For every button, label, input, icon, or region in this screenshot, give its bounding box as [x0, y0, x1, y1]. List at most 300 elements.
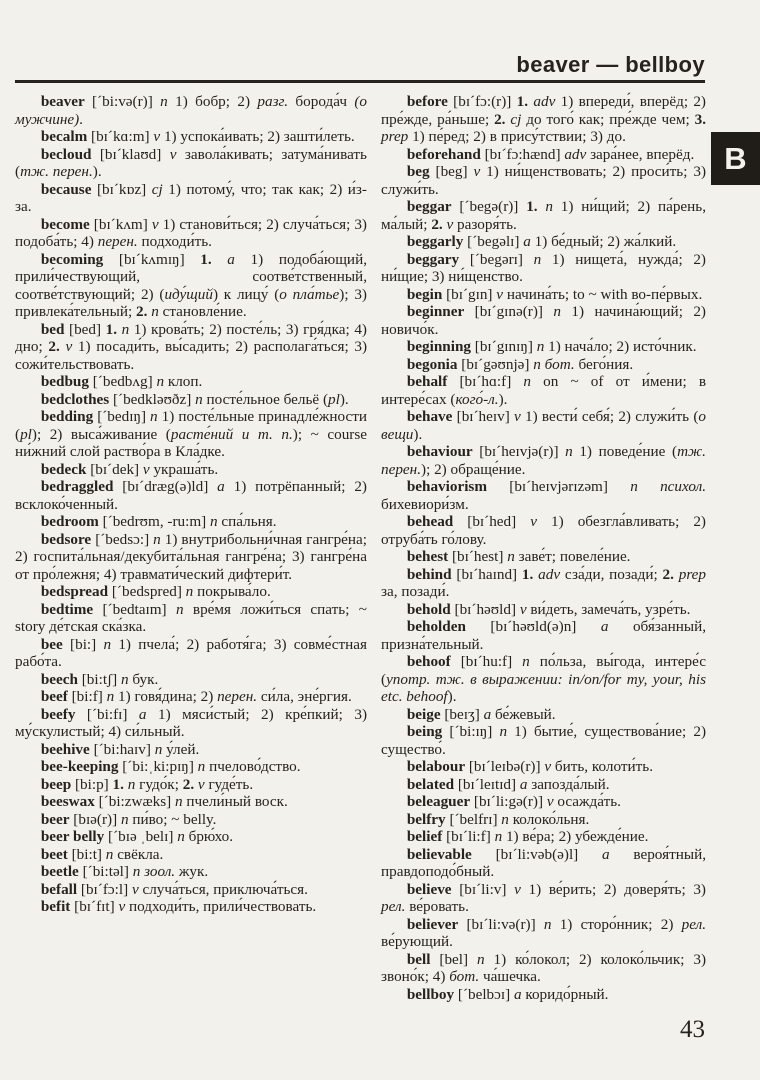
headword: beer: [40, 810, 70, 828]
entry-text: [beɪʒ]: [440, 705, 484, 723]
entry-text: о вещи: [381, 408, 706, 443]
entry-text: n: [533, 250, 542, 268]
entry-text: [´bedbʌg]: [88, 373, 157, 390]
headword: becloud: [40, 145, 92, 163]
entry-text: [bɪ´kɑ:m]: [87, 128, 154, 145]
entry-text: [bɪ´kʌmɪŋ]: [103, 250, 201, 268]
entry-text: v: [153, 128, 161, 145]
entry-text: жук.: [175, 863, 209, 880]
entry-text: расте́ний и т. п.: [170, 425, 293, 443]
dictionary-entry: [381, 723, 706, 758]
headword: beholden: [406, 618, 466, 635]
entry-text: пчелово́дство.: [205, 758, 301, 775]
dictionary-entry: [381, 233, 706, 251]
entry-text: [bi:t]: [67, 845, 106, 863]
entry-text: ); 2) обраще́ние.: [421, 460, 526, 478]
entry-text: a: [513, 985, 522, 1003]
entry-text: борода́ч: [288, 93, 355, 110]
page-number: 43: [680, 1016, 705, 1043]
section-tab-b: [711, 132, 760, 185]
entry-text: [bi:]: [62, 635, 104, 653]
entry-text: pl: [328, 390, 340, 408]
entry-text: n: [499, 723, 508, 740]
entry-text: [bɪ´kɒz]: [91, 180, 152, 198]
headword: beech: [40, 670, 78, 688]
entry-text: n: [507, 548, 515, 565]
dictionary-entry: [381, 356, 706, 374]
entry-text: 1) ко́локол; 2) колоко́льчик; 3) звоно́к; 4): [381, 950, 706, 985]
entry-text: prep: [678, 565, 707, 583]
headword: bedding: [40, 408, 94, 425]
entry-text: 1) нача́ло; 2) исто́чник.: [544, 338, 697, 355]
headword: beggary: [406, 250, 460, 268]
entry-text: n: [543, 915, 552, 933]
entry-text: [bɪ´leɪtɪd]: [454, 775, 520, 793]
entry-text: кого́-л.: [455, 390, 499, 408]
entry-text: ).: [447, 688, 457, 705]
entry-text: 1) говя́дина; 2): [114, 688, 218, 705]
entry-text: коридо́рный.: [521, 985, 609, 1003]
headword: bedroom: [40, 513, 99, 530]
headword: becalm: [40, 128, 88, 145]
dictionary-entry: [381, 93, 706, 146]
entry-text: n: [120, 670, 129, 688]
headword: beggarly: [406, 233, 464, 250]
entry-text: 1) станови́ться; 2) случа́ться; 3) подоба́ть; 4): [15, 215, 367, 250]
entry-text: покрыва́ло.: [193, 583, 271, 600]
entry-text: [bɪ´dræg(ə)ld]: [113, 478, 218, 495]
dictionary-entry: [15, 478, 367, 513]
entry-text: [´bedkləʊðz]: [109, 390, 196, 408]
entry-text: подходи́ть, прили́чествовать.: [125, 898, 317, 915]
entry-text: [bel]: [430, 950, 477, 968]
entry-text: посте́льное бельё (: [202, 390, 329, 408]
entry-text: [212, 251, 228, 268]
entry-text: 2.: [136, 303, 148, 320]
entry-text: n: [210, 513, 218, 530]
entry-text: зара́нее, вперёд.: [586, 145, 695, 163]
entry-text: [bɪ´klaʊd]: [91, 145, 170, 163]
dictionary-entry: [15, 251, 367, 321]
entry-text: случа́ться, приключа́ться.: [138, 880, 308, 898]
entry-text: 1) бобр; 2): [167, 93, 258, 110]
section-letter: B: [724, 140, 747, 176]
entry-text: n: [120, 810, 129, 828]
entry-text: о пла́тье: [279, 285, 340, 303]
entry-text: [bɪ´hest]: [448, 548, 508, 565]
headword: beforehand: [406, 145, 481, 163]
dictionary-entry: [381, 706, 706, 724]
headword: bedclothes: [40, 390, 110, 408]
entry-text: a: [600, 618, 609, 635]
entry-text: 1) посади́ть, вы́садить; 2) располага́ться; 3) сожи́тельствовать.: [15, 338, 368, 373]
headword: bedtime: [40, 600, 94, 618]
entry-text: n: [175, 600, 184, 618]
entry-text: 1) сторо́нник; 2): [551, 915, 682, 933]
entry-text: v: [131, 880, 139, 898]
entry-text: [bɪ´həʊld(ə)n]: [465, 618, 601, 635]
entry-text: ) к лицу́ (: [212, 285, 280, 303]
dictionary-entry: [381, 163, 706, 198]
entry-text: a: [217, 478, 225, 495]
entry-text: 1) успока́ивать; 2) зашти́леть.: [160, 128, 355, 145]
dictionary-entry: [15, 863, 367, 881]
entry-text: 1.: [521, 565, 534, 583]
entry-text: ); ~ course ни́жний слой раство́ра в Кла́дке.: [15, 425, 368, 460]
entry-text: n: [565, 443, 573, 460]
entry-text: [´bi:ˌki:pɪŋ]: [118, 758, 198, 775]
dictionary-entry: [15, 881, 367, 899]
entry-text: v: [544, 758, 552, 775]
entry-text: [´bedspred]: [108, 583, 186, 600]
entry-text: [bɪ´dek]: [86, 460, 143, 478]
entry-text: ).: [92, 163, 102, 180]
entry-text: v: [514, 408, 521, 425]
entry-text: [bɪ´hɑ:f]: [447, 373, 524, 390]
headword: behead: [406, 513, 454, 530]
entry-text: пи́во; ~ belly.: [128, 810, 217, 828]
entry-text: n психол.: [630, 478, 706, 495]
entry-text: [´bedsɔ:]: [91, 530, 154, 548]
entry-text: употр. тж. в выражении: in/on/for my, your, his etc. behoof: [381, 670, 706, 705]
entry-text: v: [519, 600, 527, 618]
dictionary-entry: [15, 583, 367, 601]
headword: beefy: [40, 705, 76, 723]
entry-text: [bɪ´gəʊnjə]: [457, 355, 534, 373]
entry-text: [bɪ´fɔ:(r)]: [447, 93, 517, 110]
headword: bee-keeping: [40, 758, 119, 775]
entry-text: ви́деть, замеча́ть, узре́ть.: [526, 600, 691, 618]
entry-text: n зоол.: [132, 863, 176, 880]
entry-text: обя́занный, призна́тельный.: [381, 618, 706, 653]
entry-text: [bɪ´hu:f]: [450, 653, 523, 670]
entry-text: a: [227, 250, 235, 268]
entry-text: [´bedɪŋ]: [93, 408, 151, 425]
entry-text: [´bi:ɪŋ]: [442, 723, 500, 740]
entry-text: 1.: [526, 198, 538, 215]
entry-text: 1) потому́, что; так как; 2) и́з-за.: [15, 180, 367, 215]
entry-text: n: [185, 583, 194, 600]
dictionary-entry: [15, 531, 367, 584]
headword: behoof: [406, 653, 451, 670]
entry-text: бить, колоти́ть.: [551, 758, 654, 775]
entry-text: [bɪ´li:f]: [442, 828, 495, 845]
entry-text: свёкла.: [113, 845, 164, 863]
entry-text: [bed]: [64, 320, 106, 338]
headword: beaver: [40, 93, 85, 110]
entry-text: 2.: [48, 338, 60, 355]
headword: behind: [406, 565, 452, 583]
headword: beehive: [40, 740, 90, 758]
headword: beef: [40, 688, 68, 705]
dictionary-entry: [15, 93, 367, 128]
entry-text: [bɪ´hed]: [453, 513, 531, 530]
entry-text: 2.: [182, 775, 195, 793]
entry-text: n: [522, 653, 530, 670]
headword: believer: [406, 915, 459, 933]
entry-text: n: [121, 320, 130, 338]
entry-text: n: [103, 635, 112, 653]
entry-text: [bɪ´fɪt]: [70, 898, 119, 915]
entry-text: 1.: [200, 250, 212, 268]
dictionary-entry: [381, 146, 706, 164]
headword: bedbug: [40, 373, 89, 390]
entry-text: вре́мя ложи́ться спать; ~ story де́тская ска́зка.: [15, 600, 367, 635]
entry-text: подходи́ть.: [137, 233, 212, 250]
entry-text: ).: [413, 425, 423, 443]
header-rule: [15, 80, 705, 83]
entry-text: n: [501, 810, 509, 828]
dictionary-entry: [381, 548, 706, 566]
entry-text: a: [138, 705, 147, 723]
entry-text: [beg]: [429, 163, 474, 180]
dictionary-entry: [381, 198, 706, 233]
entry-text: n: [494, 828, 503, 845]
entry-text: (о мужчине): [15, 93, 367, 128]
entry-text: [bi:p]: [71, 775, 113, 793]
headword: belfry: [406, 810, 446, 828]
entry-text: [bɪ´gɪn]: [442, 285, 497, 303]
dictionary-entry: [15, 181, 367, 216]
headword: because: [40, 180, 92, 198]
entry-text: n бот.: [533, 355, 575, 373]
entry-text: v: [514, 880, 521, 898]
dictionary-entry: [15, 671, 367, 689]
entry-text: 1.: [105, 320, 118, 338]
entry-text: n: [177, 828, 185, 845]
dictionary-entry: [381, 338, 706, 356]
dictionary-entry: [15, 758, 367, 776]
entry-text: [´bi:zwæks]: [94, 793, 175, 810]
entry-text: adv: [533, 93, 556, 110]
headword: being: [406, 723, 443, 740]
entry-text: [bɪ´heɪvjərɪzəm]: [487, 478, 631, 495]
entry-text: n: [105, 845, 114, 863]
headword: beginner: [406, 303, 465, 320]
entry-text: v: [496, 285, 504, 303]
dictionary-entry: [15, 321, 367, 374]
headword: belabour: [406, 758, 466, 775]
entry-text: бук.: [128, 670, 159, 688]
entry-text: си́ла, эне́ргия.: [257, 688, 352, 705]
entry-text: 2.: [662, 565, 674, 583]
right-column: [381, 93, 706, 1003]
dictionary-entry: [15, 636, 367, 671]
entry-text: 1) вести́ себя́; 2) служи́ть (: [520, 408, 699, 425]
entry-text: v: [530, 513, 537, 530]
entry-text: 1) потрёпанный; 2) всклоко́ченный.: [15, 478, 367, 513]
entry-text: [´bedtaɪm]: [93, 600, 176, 618]
dictionary-entry: [15, 793, 367, 811]
headword: bellboy: [406, 985, 455, 1003]
dictionary-entry: [381, 916, 706, 951]
entry-text: становле́ние.: [158, 303, 247, 320]
entry-text: колоко́льня.: [508, 810, 590, 828]
headword: beleaguer: [406, 793, 471, 810]
headword: bedspread: [40, 583, 109, 600]
headword: befall: [40, 880, 78, 898]
entry-text: 1) внутрибольни́чная гангре́на; 2) госпита́льная/декубита́льная гангре́на; 3) гангре́на от про́лежня; 4) травмати́ческий дифтери́т.: [15, 530, 367, 583]
entry-text: до того́ как; пре́жде чем;: [521, 110, 695, 128]
entry-text: ве́рующий.: [381, 933, 453, 950]
dictionary-entry: [15, 373, 367, 391]
dictionary-entry: [15, 391, 367, 409]
headword: behave: [406, 408, 453, 425]
entry-text: n: [154, 740, 163, 758]
entry-text: перен.: [97, 233, 138, 250]
entry-text: [bi:tʃ]: [77, 670, 121, 688]
headword: bedeck: [40, 460, 87, 478]
entry-text: adv: [538, 565, 561, 583]
entry-text: n: [153, 530, 161, 548]
entry-text: 1) пе́ред; 2) в прису́тствии; 3) до.: [408, 128, 626, 145]
dictionary-entry: [15, 811, 367, 829]
dictionary-entry: [381, 566, 706, 601]
entry-text: разоря́ть.: [453, 215, 517, 233]
entry-text: спа́льня.: [217, 513, 277, 530]
entry-text: n: [174, 793, 183, 810]
dictionary-entry: [15, 216, 367, 251]
dictionary-entry: [381, 951, 706, 986]
entry-text: за, позади́.: [381, 583, 450, 600]
entry-text: [bɪ´li:vəb(ə)l]: [471, 845, 603, 863]
dictionary-entry: [381, 513, 706, 548]
entry-text: [bɪ´həʊld]: [450, 600, 520, 618]
dictionary-entry: [381, 601, 706, 619]
headword: believe: [406, 880, 452, 898]
dictionary-entry: [381, 776, 706, 794]
headword: belated: [406, 775, 455, 793]
entry-text: у́лей.: [162, 740, 200, 758]
entry-text: a: [523, 233, 531, 250]
entry-text: [´bi:fɪ]: [75, 705, 139, 723]
entry-text: бе́жевый.: [491, 705, 556, 723]
headword: beet: [40, 845, 68, 863]
entry-text: v: [546, 793, 554, 810]
headword: bell: [406, 950, 431, 968]
entry-text: 1) бе́дный; 2) жа́лкий.: [530, 233, 677, 250]
entry-text: [bɪ´li:v]: [451, 880, 515, 898]
entry-text: [bɪə(r)]: [69, 810, 121, 828]
entry-text: ).: [339, 390, 349, 408]
entry-text: 1) ве́ра; 2) убежде́ние.: [502, 828, 649, 845]
dictionary-entry: [15, 846, 367, 864]
dictionary-entry: [381, 303, 706, 338]
dictionary-entry: [381, 828, 706, 846]
entry-text: осажда́ть.: [553, 793, 621, 810]
dictionary-entry: [381, 846, 706, 881]
entry-text: [bi:f]: [67, 688, 107, 705]
headword: bee: [40, 635, 63, 653]
entry-text: 1) начина́ющий; 2) новичо́к.: [381, 303, 706, 338]
dictionary-entry: [381, 373, 706, 408]
entry-text: бихевиори́зм.: [381, 495, 469, 513]
entry-text: бего́ния.: [574, 355, 634, 373]
entry-text: [´bi:və(r)]: [84, 93, 161, 110]
entry-text: [´bɪə ˌbelɪ]: [104, 828, 178, 845]
dictionary-entry: [15, 828, 367, 846]
entry-text: cj: [151, 180, 163, 198]
entry-text: n: [476, 950, 485, 968]
dictionary-entry: [381, 811, 706, 829]
entry-text: 1) подоба́ющий, прили́чествующий, соотве́тственный, соотве́тствующий; 2) (: [15, 250, 367, 303]
entry-text: 1) бытие́, существова́ние; 2) существо́.: [381, 723, 707, 758]
entry-text: пчели́ный воск.: [182, 793, 288, 810]
dictionary-entry: [381, 443, 706, 478]
entry-text: перен.: [217, 688, 258, 705]
entry-text: 1) мяси́стый; 2) кре́пкий; 3) му́скулистый; 4) си́льный.: [15, 705, 368, 740]
entry-text: рел.: [381, 898, 406, 915]
entry-text: 1.: [516, 93, 529, 110]
dictionary-entry: [381, 251, 706, 286]
entry-text: a: [602, 845, 610, 863]
entry-text: [´begə(r)]: [451, 198, 527, 215]
headword: becoming: [40, 250, 104, 268]
entry-text: [bɪ´fɔ:l]: [77, 880, 132, 898]
entry-text: завола́кивать; затума́нивать (: [15, 145, 367, 180]
headword: bed: [40, 320, 65, 338]
headword: bedraggled: [40, 478, 114, 495]
entry-text: .: [79, 110, 83, 128]
entry-text: [bɪ´haɪnd]: [451, 565, 522, 583]
entry-text: n: [160, 93, 168, 110]
entry-text: n: [545, 198, 553, 215]
entry-text: prep: [381, 128, 409, 145]
dictionary-entry: [381, 881, 706, 916]
entry-text: [´bi:haɪv]: [89, 740, 155, 758]
entry-text: гуде́ть.: [204, 775, 254, 793]
entry-text: начина́ть; to ~ with во-пе́рвых.: [503, 285, 703, 303]
entry-text: n: [553, 303, 561, 320]
entry-text: ); 2) выса́живание (: [31, 425, 171, 443]
entry-text: [bɪ´li:gə(r)]: [470, 793, 547, 810]
entry-text: [´bedrʊm, -ru:m]: [98, 513, 211, 530]
dictionary-entry: [15, 461, 367, 479]
headword: before: [406, 93, 448, 110]
headword: befit: [40, 898, 71, 915]
dictionary-entry: [15, 741, 367, 759]
entry-text: 1.: [112, 775, 124, 793]
entry-text: ча́шечка.: [479, 968, 541, 985]
entry-text: 1) ве́рить; 2) доверя́ть; 3): [520, 880, 706, 898]
entry-text: v: [197, 775, 205, 793]
entry-text: v: [446, 215, 454, 233]
entry-text: [´begərɪ]: [459, 250, 534, 268]
entry-text: украша́ть.: [149, 460, 219, 478]
entry-text: гудо́к;: [135, 775, 183, 793]
entry-text: [bɪ´fɔ:hænd]: [480, 145, 565, 163]
headword: beige: [406, 705, 441, 723]
entry-text: n: [536, 338, 545, 355]
headword: bedsore: [40, 530, 92, 548]
entry-text: v: [473, 163, 481, 180]
entry-text: pl: [20, 425, 32, 443]
dictionary-entry: [15, 601, 367, 636]
entry-text: тж. перен.: [381, 443, 706, 478]
entry-text: n: [195, 390, 203, 408]
headword: belief: [406, 828, 443, 845]
entry-text: 1) впереди́, вперёд; 2) пре́жде, ра́ньше;: [381, 93, 706, 128]
entry-text: 2.: [431, 215, 443, 233]
entry-text: v: [142, 460, 150, 478]
headword: beep: [40, 775, 72, 793]
entry-text: adv: [564, 145, 587, 163]
entry-text: заве́т; повеле́ние.: [514, 548, 631, 565]
dictionary-entry: [381, 758, 706, 776]
entry-text: cj: [510, 110, 522, 128]
entry-text: [´begəlɪ]: [463, 233, 524, 250]
entry-text: [bɪ´leɪbə(r)]: [465, 758, 545, 775]
